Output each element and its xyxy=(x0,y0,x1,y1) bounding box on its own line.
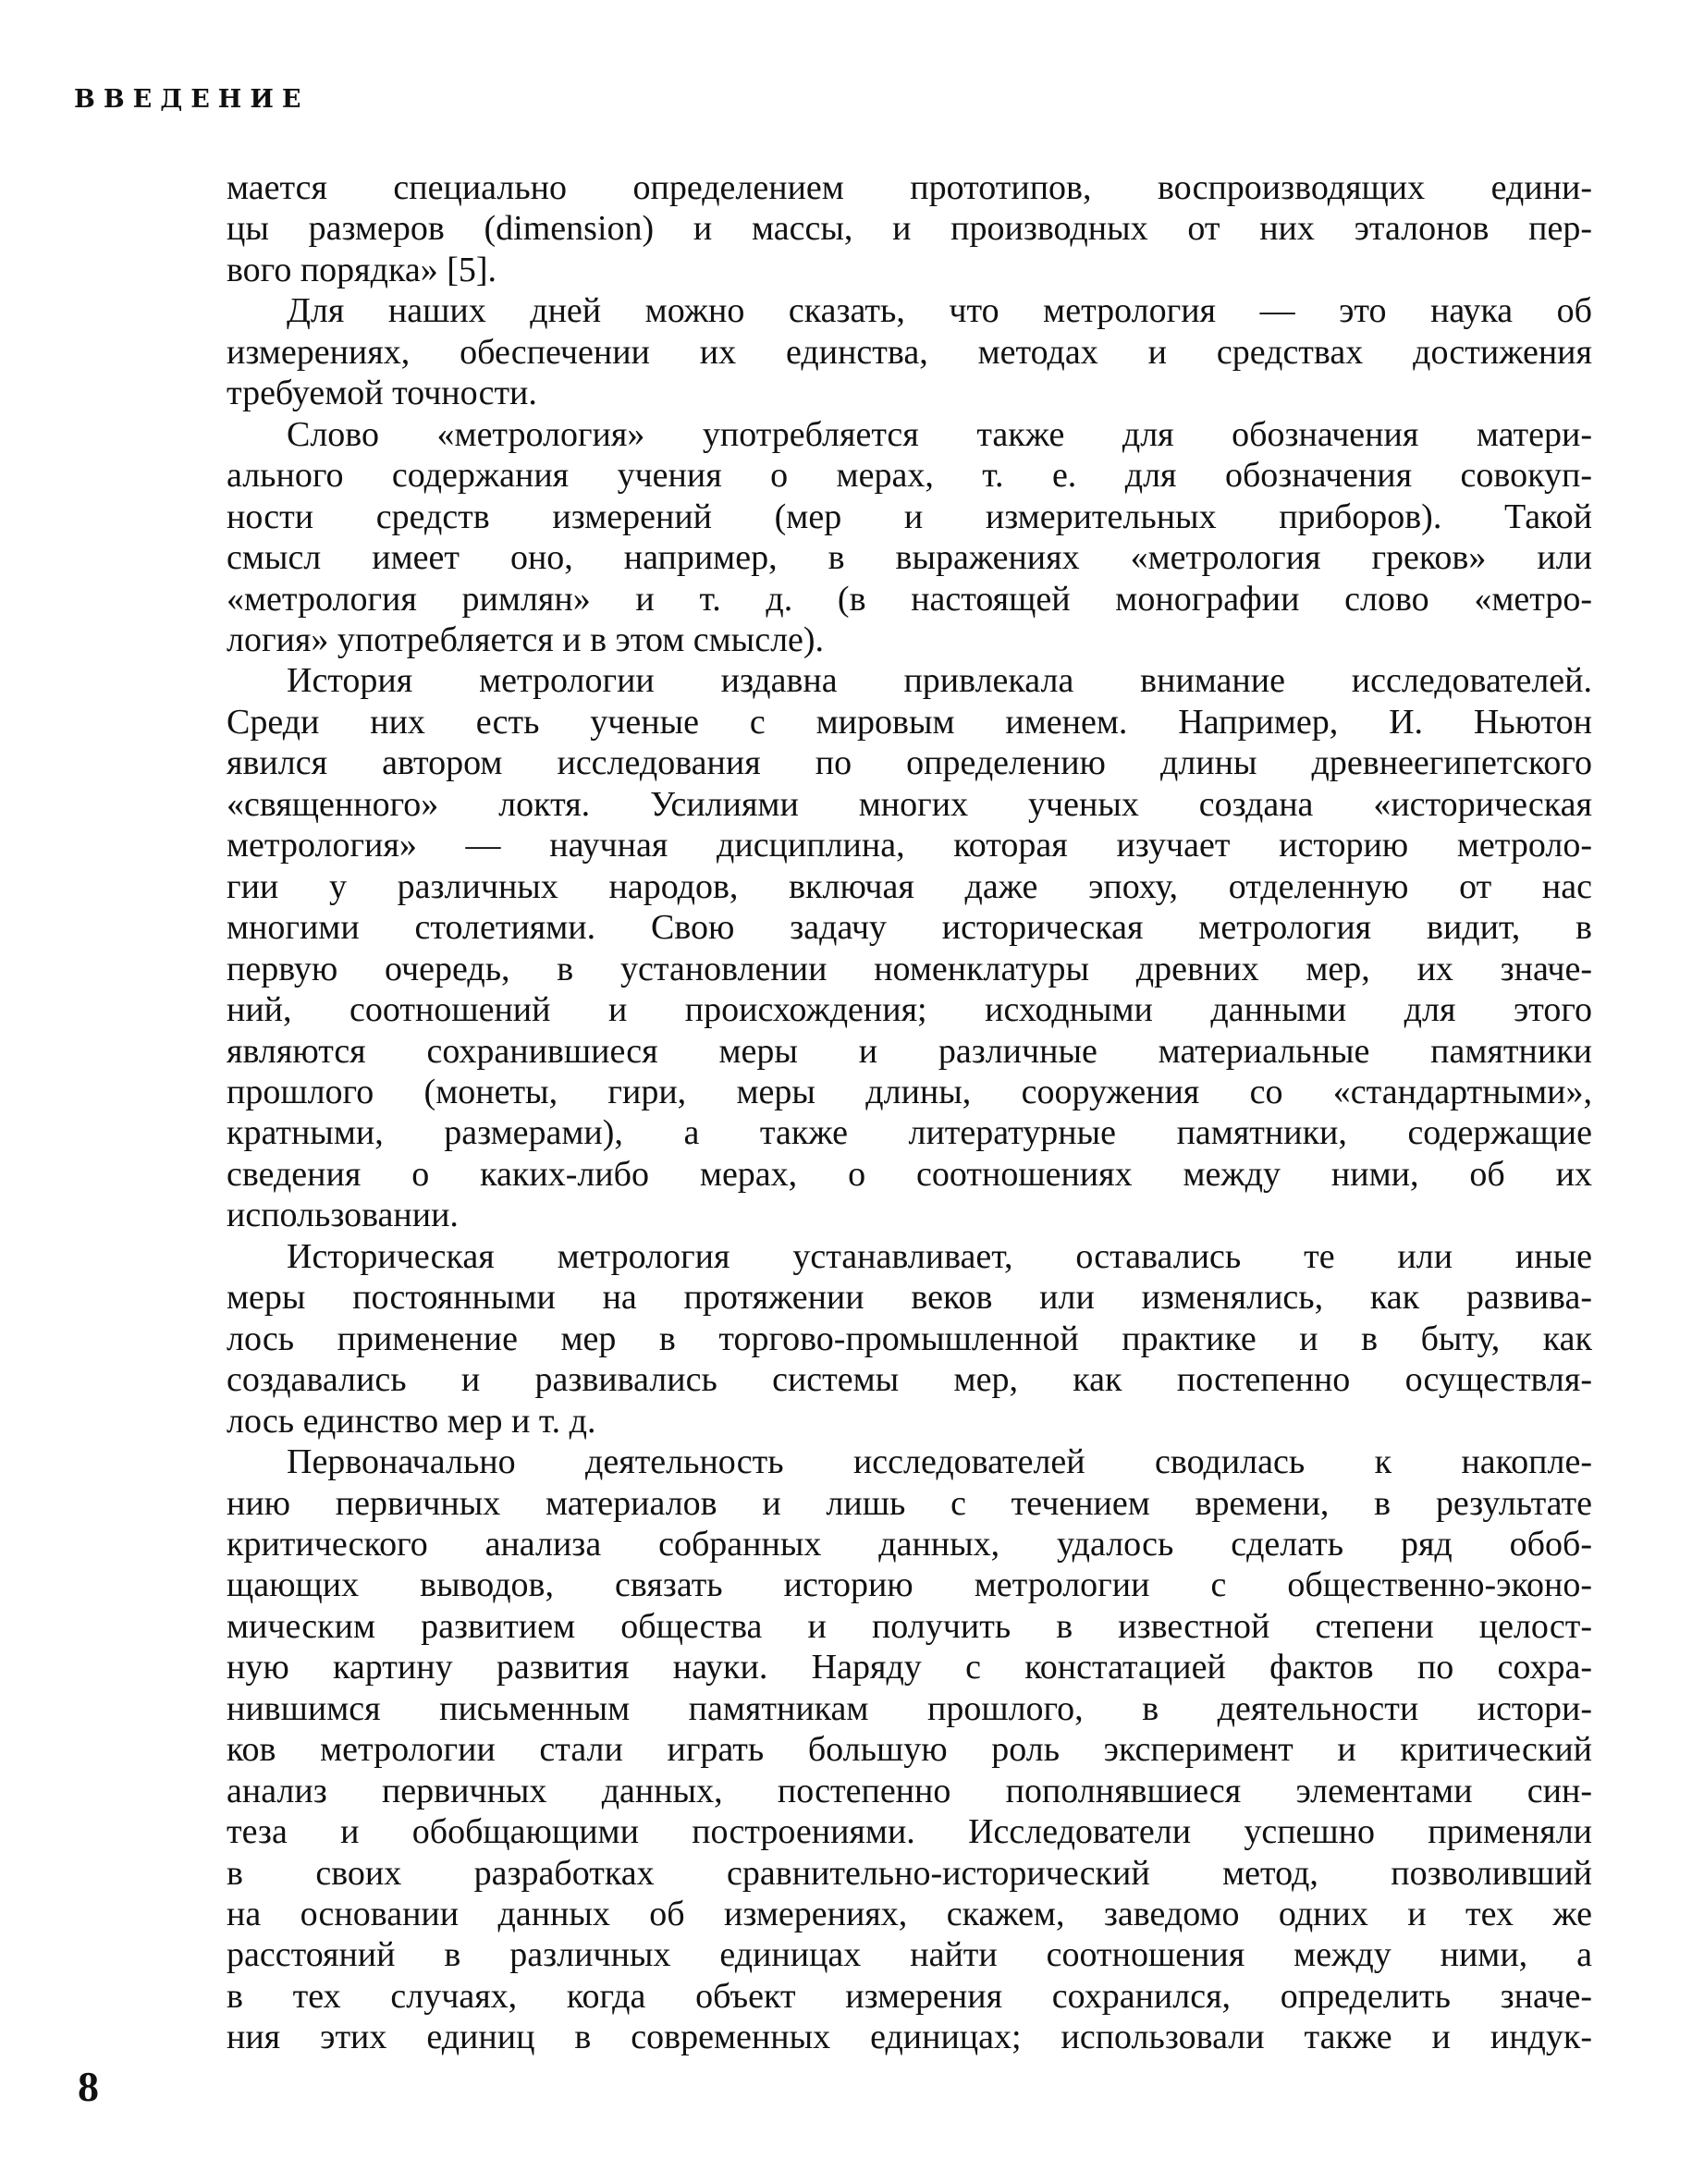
text-line: вого порядка» [5]. xyxy=(227,250,497,289)
text-line: ний, соотношений и происхождения; исходными данными для этого xyxy=(227,990,1592,1030)
text-line: первую очередь, в установлении номенклатуры древних мер, их значе- xyxy=(227,949,1592,988)
text-line: в своих разработках сравнительно-исторический метод, позволивший xyxy=(227,1853,1592,1893)
text-line: История метрологии издавна привлекала внимание исследователей. xyxy=(287,661,1592,701)
text-line: ков метрологии стали играть большую роль эксперимент и критический xyxy=(227,1730,1592,1770)
text-line: на основании данных об измерениях, скажем, заведомо одних и тех же xyxy=(227,1895,1592,1934)
text-line: мическим развитием общества и получить в известной степени целост- xyxy=(227,1606,1592,1646)
text-line: нившимся письменным памятникам прошлого, в деятельности истори- xyxy=(227,1688,1592,1728)
paragraph xyxy=(227,660,1592,1235)
text-line: «священного» локтя. Усилиями многих ученых создана «историческая xyxy=(227,784,1592,824)
text-line: кратными, размерами), а также литературные памятники, содержащие xyxy=(227,1113,1592,1153)
text-line: измерениях, обеспечении их единства, методах и средствах достижения xyxy=(227,332,1592,372)
text-line: лось единство мер и т. д. xyxy=(227,1401,596,1441)
text-line: Среди них есть ученые с мировым именем. Например, И. Ньютон xyxy=(227,702,1592,742)
text-line: ную картину развития науки. Наряду с констатацией фактов по сохра- xyxy=(227,1648,1592,1687)
text-line: Историческая метрология устанавливает, оставались те или иные xyxy=(287,1236,1592,1276)
text-line: цы размеров (dimension) и массы, и производных от них эталонов пер- xyxy=(227,209,1592,249)
text-line: явился автором исследования по определению длины древнеегипетского xyxy=(227,743,1592,783)
text-line: «метрология римлян» и т. д. (в настоящей монографии слово «метро- xyxy=(227,579,1592,619)
text-line: Слово «метрология» употребляется также для обозначения матери- xyxy=(287,414,1592,454)
paragraph xyxy=(227,1236,1592,1442)
text-line: нию первичных материалов и лишь с течением времени, в результате xyxy=(227,1483,1592,1523)
text-line: лось применение мер в торгово-промышленной практике и в быту, как xyxy=(227,1319,1592,1358)
text-line: создавались и развивались системы мер, как постепенно осуществля- xyxy=(227,1360,1592,1400)
text-line: использовании. xyxy=(227,1196,459,1235)
text-line: мается специально определением прототипов, воспроизводящих едини- xyxy=(227,168,1592,207)
text-line: Первоначально деятельность исследователей сводилась к накопле- xyxy=(287,1442,1592,1482)
running-head: ВВЕДЕНИЕ xyxy=(74,85,310,114)
text-line: теза и обобщающими построениями. Исследователи успешно применяли xyxy=(227,1812,1592,1852)
paragraph xyxy=(227,167,1592,290)
text-line: являются сохранившиеся меры и различные материальные памятники xyxy=(227,1031,1592,1071)
text-line: логия» употребляется и в этом смысле). xyxy=(227,620,825,659)
text-line: сведения о каких-либо мерах, о соотношениях между ними, об их xyxy=(227,1154,1592,1194)
page-number: 8 xyxy=(78,2063,99,2110)
text-line: в тех случаях, когда объект измерения сохранился, определить значе- xyxy=(227,1976,1592,2016)
text-line: ального содержания учения о мерах, т. е. для обозначения совокуп- xyxy=(227,456,1592,496)
text-line: щающих выводов, связать историю метрологии с общественно-эконо- xyxy=(227,1565,1592,1605)
text-line: критического анализа собранных данных, удалось сделать ряд обоб- xyxy=(227,1524,1592,1564)
paragraph xyxy=(227,1442,1592,2058)
text-line: многими столетиями. Свою задачу историческая метрология видит, в xyxy=(227,908,1592,948)
paragraph xyxy=(227,414,1592,661)
text-line: метрология» — научная дисциплина, которая изучает историю метроло- xyxy=(227,826,1592,865)
paragraph xyxy=(227,290,1592,413)
text-line: требуемой точности. xyxy=(227,374,537,413)
text-line: смысл имеет оно, например, в выражениях «метрология греков» или xyxy=(227,538,1592,578)
text-line: гии у различных народов, включая даже эпоху, отделенную от нас xyxy=(227,866,1592,906)
text-line: ности средств измерений (мер и измерительных приборов). Такой xyxy=(227,497,1592,536)
text-line: меры постоянными на протяжении веков или изменялись, как развива- xyxy=(227,1278,1592,1318)
text-line: ния этих единиц в современных единицах; использовали также и индук- xyxy=(227,2018,1592,2057)
text-line: анализ первичных данных, постепенно пополнявшиеся элементами син- xyxy=(227,1771,1592,1810)
text-line: расстояний в различных единицах найти соотношения между ними, а xyxy=(227,1935,1592,1975)
text-line: Для наших дней можно сказать, что метрология — это наука об xyxy=(287,291,1592,331)
text-line: прошлого (монеты, гири, меры длины, сооружения со «стандартными», xyxy=(227,1072,1592,1111)
body-text xyxy=(227,167,1592,2058)
